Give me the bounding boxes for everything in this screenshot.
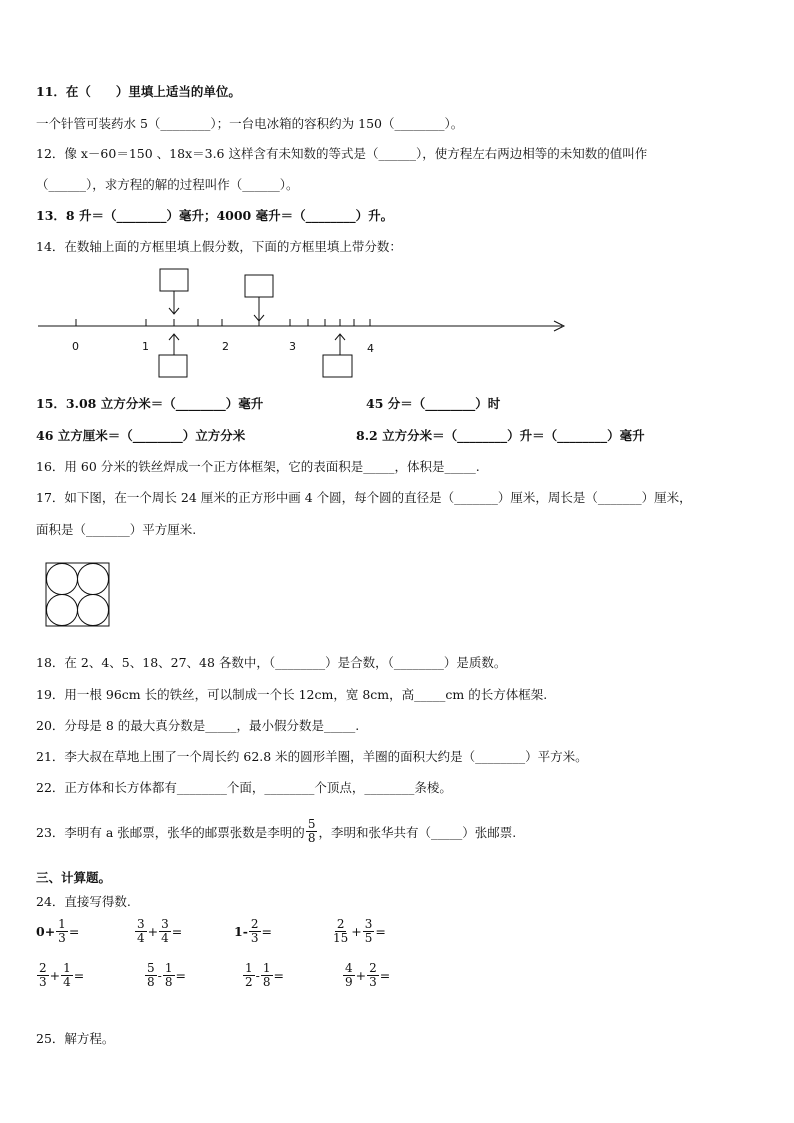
q15-d: 8.2 立方分米＝（________）升＝（________）毫升 — [356, 428, 645, 443]
calc-item — [36, 962, 84, 989]
q16-text: 16．用 60 分米的铁丝焊成一个正方体框架，它的表面积是_____，体积是_____. — [36, 459, 480, 474]
denominator: 3 — [250, 931, 259, 945]
numerator: 3 — [161, 917, 169, 931]
denominator: 2 — [245, 975, 253, 989]
denominator: 4 — [137, 931, 145, 945]
denominator: 3 — [39, 975, 47, 989]
q12-line2: （______），求方程的解的过程叫作（______）。 — [36, 177, 299, 192]
calc-equals: = — [68, 924, 80, 939]
calc-item — [234, 918, 272, 945]
q23-after: ，李明和张华共有（_____）张邮票. — [318, 824, 517, 840]
numerator: 1 — [58, 917, 66, 931]
answer-box-top-1[interactable] — [160, 269, 188, 291]
calc-equals: = — [379, 968, 391, 983]
numerator: 1 — [164, 961, 173, 975]
fraction — [367, 962, 379, 989]
numerator: 1 — [245, 961, 253, 975]
denominator: 4 — [63, 975, 71, 989]
q18-text: 18．在 2、4、5、18、27、48 各数中，（________）是合数，（________）是质数。 — [36, 655, 507, 670]
denominator: 3 — [58, 931, 66, 945]
calc-equals: = — [375, 924, 386, 939]
fraction — [163, 962, 175, 989]
denominator: 8 — [164, 975, 173, 989]
denominator: 9 — [345, 975, 353, 989]
q23-den: 8 — [307, 831, 316, 845]
numerator: 2 — [369, 961, 377, 975]
fraction — [159, 918, 171, 945]
denominator: 3 — [369, 975, 377, 989]
calc-operator: + — [147, 924, 159, 939]
fraction — [331, 918, 350, 945]
q20-text: 20．分母是 8 的最大真分数是_____，最小假分数是_____. — [36, 718, 360, 733]
fraction — [249, 918, 261, 945]
numerator: 1 — [63, 961, 71, 975]
tick-label-2: 2 — [222, 340, 229, 353]
fraction — [37, 962, 49, 989]
q17-line1: 17．如下图，在一个周长 24 厘米的正方形中画 4 个圆，每个圆的直径是（_______）厘米，周长是（_______）厘米， — [36, 490, 692, 505]
fraction — [343, 962, 355, 989]
q17-line2: 面积是（_______）平方厘米. — [36, 522, 197, 537]
calc-operator: + — [355, 968, 367, 983]
fraction — [135, 918, 147, 945]
denominator: 15 — [333, 931, 349, 945]
fraction — [243, 962, 255, 989]
q13-text: 13．8 升＝（________）毫升；4000 毫升＝（________）升。 — [36, 208, 394, 223]
calc-equals: = — [261, 924, 273, 939]
calc-item — [134, 918, 182, 945]
numerator: 5 — [147, 961, 155, 975]
numerator: 3 — [364, 917, 373, 931]
q14-text: 14．在数轴上面的方框里填上假分数，下面的方框里填上带分数： — [36, 239, 402, 254]
calc-equals: = — [273, 968, 284, 983]
calc-operator: + — [49, 968, 61, 983]
fraction — [61, 962, 73, 989]
calc-operator: - — [255, 968, 260, 983]
calc-item — [342, 962, 390, 989]
numerator: 3 — [137, 917, 145, 931]
tick-label-1: 1 — [142, 340, 149, 353]
calc-item — [36, 918, 79, 945]
calc-equals: = — [73, 968, 85, 983]
calc-equals: = — [171, 924, 183, 939]
numerator: 2 — [39, 961, 47, 975]
q11-title: 11．在（ ）里填上适当的单位。 — [36, 84, 241, 99]
calc-item — [242, 962, 284, 989]
section-3-title: 三、计算题。 — [36, 870, 112, 885]
numerator: 2 — [250, 917, 259, 931]
q22-text: 22．正方体和长方体都有________个面，________个顶点，________条棱。 — [36, 780, 452, 795]
numerator: 2 — [336, 917, 345, 931]
numerator: 4 — [345, 961, 353, 975]
q19-text: 19．用一根 96cm 长的铁丝，可以制成一个长 12cm，宽 8cm，高_____cm 的长方体框架. — [36, 687, 548, 702]
numerator: 1 — [262, 961, 271, 975]
denominator: 5 — [364, 931, 373, 945]
denominator: 4 — [161, 931, 169, 945]
calc-prefix: 1- — [234, 924, 248, 939]
calc-prefix: 0+ — [36, 924, 56, 939]
fraction — [261, 962, 273, 989]
denominator: 8 — [262, 975, 271, 989]
tick-label-3: 3 — [289, 340, 296, 353]
calc-operator: + — [351, 924, 362, 939]
q23-num: 5 — [307, 817, 316, 831]
q12-line1: 12．像 x－60＝150 、18x＝3.6 这样含有未知数的等式是（______），使方程左右两边相等的未知数的值叫作 — [36, 146, 648, 161]
fraction — [363, 918, 375, 945]
q23-before: 23．李明有 a 张邮票，张华的邮票张数是李明的 — [36, 824, 305, 840]
fraction — [56, 918, 68, 945]
fraction — [145, 962, 157, 989]
calc-operator: - — [157, 968, 162, 983]
q25-title: 25．解方程。 — [36, 1031, 115, 1046]
q11-body: 一个针管可装药水 5（________）；一台电冰箱的容积约为 150（________）。 — [36, 116, 464, 131]
q23-text — [36, 818, 516, 845]
answer-box-bottom-2[interactable] — [323, 355, 352, 377]
answer-box-bottom-1[interactable] — [159, 355, 187, 377]
q23-fraction — [306, 818, 318, 845]
calc-item — [144, 962, 186, 989]
denominator: 8 — [147, 975, 155, 989]
q24-title: 24．直接写得数. — [36, 894, 131, 909]
calc-item — [330, 918, 386, 945]
answer-box-top-2[interactable] — [245, 275, 273, 297]
q21-text: 21．李大叔在草地上围了一个周长约 62.8 米的圆形羊圈，羊圈的面积大约是（________）平方米。 — [36, 749, 588, 764]
tick-label-4: 4 — [367, 342, 374, 355]
q15-a: 15．3.08 立方分米＝（________）毫升 — [36, 396, 264, 411]
four-circles-figure — [45, 562, 111, 628]
q15-c: 46 立方厘米＝（________）立方分米 — [36, 428, 246, 443]
calc-equals: = — [175, 968, 186, 983]
tick-label-0: 0 — [72, 340, 79, 353]
number-line-figure — [32, 264, 592, 384]
q15-b: 45 分＝（________）时 — [366, 396, 501, 411]
